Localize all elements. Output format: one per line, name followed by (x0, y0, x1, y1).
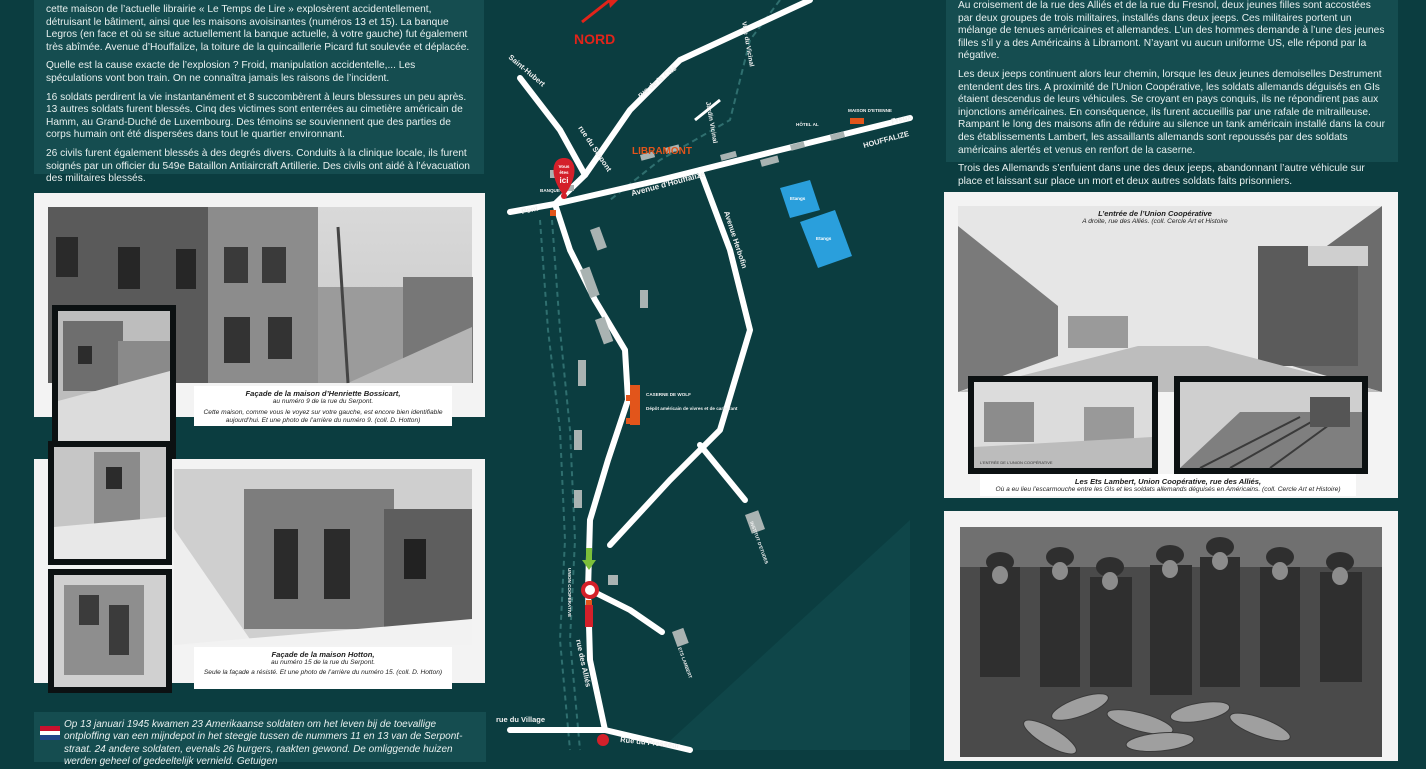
hotton-rear2-image (54, 575, 166, 687)
poi-ets: ETS LAMBERT (677, 646, 693, 680)
photo-union-inset1-frame (968, 376, 1158, 474)
caption-body: Cette maison, comme vous le voyez sur votre gauche, est encore bien identifiable aujourd’hui. Et une photo de l’arrière du numéro 9. (coll. D. Hotton) (203, 409, 443, 424)
map-svg (490, 0, 940, 750)
photo-hotton-facade (174, 469, 472, 645)
street-rue-serpont: rue du Serpont (576, 124, 614, 174)
poi-institut: INSTITUT D'ETUDES (749, 520, 770, 565)
photo-union-street (958, 206, 1382, 392)
poi-caserne: CASERNE DE WOLF (646, 392, 691, 397)
caption-subtitle: au numéro 9 de la rue du Serpont. (272, 398, 374, 405)
poi-union: UNION COOPÉRATIVE (567, 568, 572, 618)
caption-body: Seule la façade a résisté. Et une photo de l’arrière du numéro 15. (coll. D. Hotton) (203, 669, 443, 676)
railway-line-1 (552, 220, 580, 750)
photo-hotton-rear2-frame (48, 569, 172, 693)
map-shade (660, 520, 910, 750)
photo-hotton-caption (194, 647, 452, 689)
right-paragraph-1: Au croisement de la rue des Alliés et de la rue du Fresnol, deux jeunes filles sont accostées par deux groupes de trois militaires, installés dans deux jeeps. Ces militaires portent un mélange de tenues américaines et allemandes. L’un des hommes demande à l’une des jeunes filles s’il y a des Américains à Libramont. N’ayant vu aucun uniforme US, elle répond par la négative. (958, 0, 1385, 62)
right-paragraph-3: Trois des Allemands s’enfuient dans une des deux jeeps, abandonnant l’autre véhicule sur place et laissant sur place un mort et deux autres soldats faits prisonniers. (958, 163, 1365, 187)
street-voie-vicinal: Voie du Vicinal (740, 21, 755, 68)
union-inset2-image (1180, 382, 1362, 468)
caption-title: Les Ets Lambert, Union Coopérative, rue des Alliés, (1074, 477, 1262, 486)
caption-title: Façade de la maison Hotton, (271, 650, 375, 659)
street-rue-allies: rue des Alliés (574, 638, 593, 688)
hotton-facade-image (174, 469, 472, 645)
street-rue-presseur: Rue du Presseur (619, 735, 681, 751)
photo-frame-union (944, 192, 1398, 498)
caption-title: Façade de la maison d’Henriette Bossicart, (245, 389, 401, 398)
photo-soldiers (960, 527, 1382, 757)
right-text-panel (946, 0, 1398, 187)
dutch-text-panel (34, 712, 486, 768)
street-av-houffalize: Avenue d'Houffalize (630, 169, 706, 198)
green-arrow-icon (582, 548, 596, 570)
here-line2: êtes (559, 170, 569, 175)
photo-union-caption (1040, 206, 1270, 228)
caption-title: L’entrée de l’Union Coopérative (1098, 209, 1212, 218)
poi-maison-etienne: MAISON D'ETIENNE (848, 108, 892, 113)
north-label: NORD (574, 31, 616, 47)
poi-banque: BANQUE (540, 188, 560, 193)
road-branch-east (700, 445, 745, 500)
poi-depot: Dépôt américain de vivres et de carburant (646, 406, 738, 411)
caption-body: Où a eu lieu l’escarmouche entre les GIs et les soldats allemands déguisés en Américains. (coll. Cercle Art et Histoire) (995, 486, 1341, 493)
hotton-rear1-image (54, 447, 166, 559)
photo-frame-bossicart (34, 193, 485, 424)
photo-frame-soldiers (944, 511, 1398, 761)
photo-union-inset2-frame (1174, 376, 1368, 474)
photo-frame-hotton (34, 459, 485, 683)
street-saint-hubert: Saint-Hubert (506, 52, 547, 89)
road-saint-hubert (520, 78, 585, 175)
here-line3: ici (559, 176, 569, 185)
street-freux: Freux (890, 111, 913, 126)
dutch-paragraph: Op 13 januari 1945 kwamen 23 Amerikaanse soldaten om het leven bij de toevallige ontploffing van een mijndepot in het steegje tussen de nummers 11 en 13 van de Serpont-straat. 24 andere soldaten, evenals 26 burgers, raakten gewond. De omliggende huizen werden geheel of gedeeltelijk vernield. Getuigen (64, 719, 463, 768)
street-jardin: Jardin Vicinal (704, 101, 719, 144)
inset1-caption: L'ENTRÉE DE L'UNION COOPÉRATIVE (980, 460, 1053, 465)
poi-etangs-1: Etangs (790, 196, 806, 201)
left-paragraph-3: 16 soldats perdirent la vie instantanément et 8 succombèrent à leurs blessures un peu après. 13 autres soldats furent blessés. Cinq des victimes sont enterrées au cimetière américain de Hamm, au Grand-Duché de Luxembourg. Des témoins se souviennent que des parties de corps humain ont été dispersées dans tout le quartier environnant. (46, 91, 467, 141)
north-arrow-icon (582, 0, 610, 22)
poi-etangs-2: Etangs (816, 236, 832, 241)
street-houffalize: HOUFFALIZE (862, 129, 911, 150)
union-inset1-image (974, 382, 1152, 468)
street-rue-cite: rue de la Cité (635, 63, 679, 100)
photo-hotton-rear1-frame (48, 441, 172, 565)
town-label: LIBRAMONT (632, 146, 692, 157)
street-rue-village: rue du Village (496, 715, 546, 724)
caption-subtitle: au numéro 15 de la rue du Serpont. (270, 659, 376, 666)
photo-bossicart-caption (194, 386, 452, 426)
left-text-panel (34, 0, 484, 185)
union-street-image (958, 206, 1382, 392)
photo-union-lambert-caption (980, 474, 1356, 496)
railway-line-2 (540, 220, 570, 750)
left-paragraph-4: 26 civils furent également blessés à des degrés divers. Conduits à la clinique locale, ils furent soignés par un officier du 549e Bataillon Antiaircraft Artillerie. Des civils ont aidé à l’évacuation des militaires blessés. (46, 147, 470, 185)
map (490, 0, 940, 750)
flag-nl-icon (40, 726, 60, 740)
right-paragraph-2: Les deux jeeps continuent alors leur chemin, lorsque les deux jeunes demoiselles Destrument entendent des tirs. A proximité de l’Union Coopérative, les soldats allemands déguisés en GIs étaient descendus de leurs véhicules. Se croyant en pays conquis, ils ne répondirent pas aux injonctions américaines. En conséquence, ils furent accueillis par une rafale de mitrailleuse. Rampant le long des maisons afin de réduire au silence un tank américain installé dans la cour des établissements Lambert, les assaillants allemands sont repoussés par des soldats américains alertés et venus en renfort de la caserne. (958, 68, 1385, 156)
left-paragraph-2: Quelle est la cause exacte de l’explosion ? Froid, manipulation accidentelle,... Les spéculations vont bon train. On ne connaîtra jamais les raisons de l’incident. (46, 60, 416, 84)
here-line1: Vous (558, 164, 570, 169)
caption-subtitle: A droite, rue des Alliés. (coll. Cercle Art et Histoire (1082, 218, 1228, 225)
road-rue-fresnol (590, 590, 662, 632)
street-av-herbofin: Avenue Herbofin (722, 209, 750, 270)
soldiers-group-image (960, 527, 1382, 757)
left-paragraph-1: cette maison de l’actuelle librairie « Le Temps de Lire » explosèrent accidentellement, détruisant le bâtiment, ainsi que les maisons avoisinantes (numéros 13 et 15). La banque Legros (en face et où se situe actuellement la banque actuelle, à votre gauche) fut également très abîmée. Avenue d’Houffalize, la toiture de la quincaillerie Picard fut soulevée et déplacée. (46, 4, 470, 53)
north-arrowhead (608, 0, 618, 8)
street-pont: Pont (520, 203, 539, 216)
poi-hotel: HÔTEL AL (796, 122, 819, 127)
